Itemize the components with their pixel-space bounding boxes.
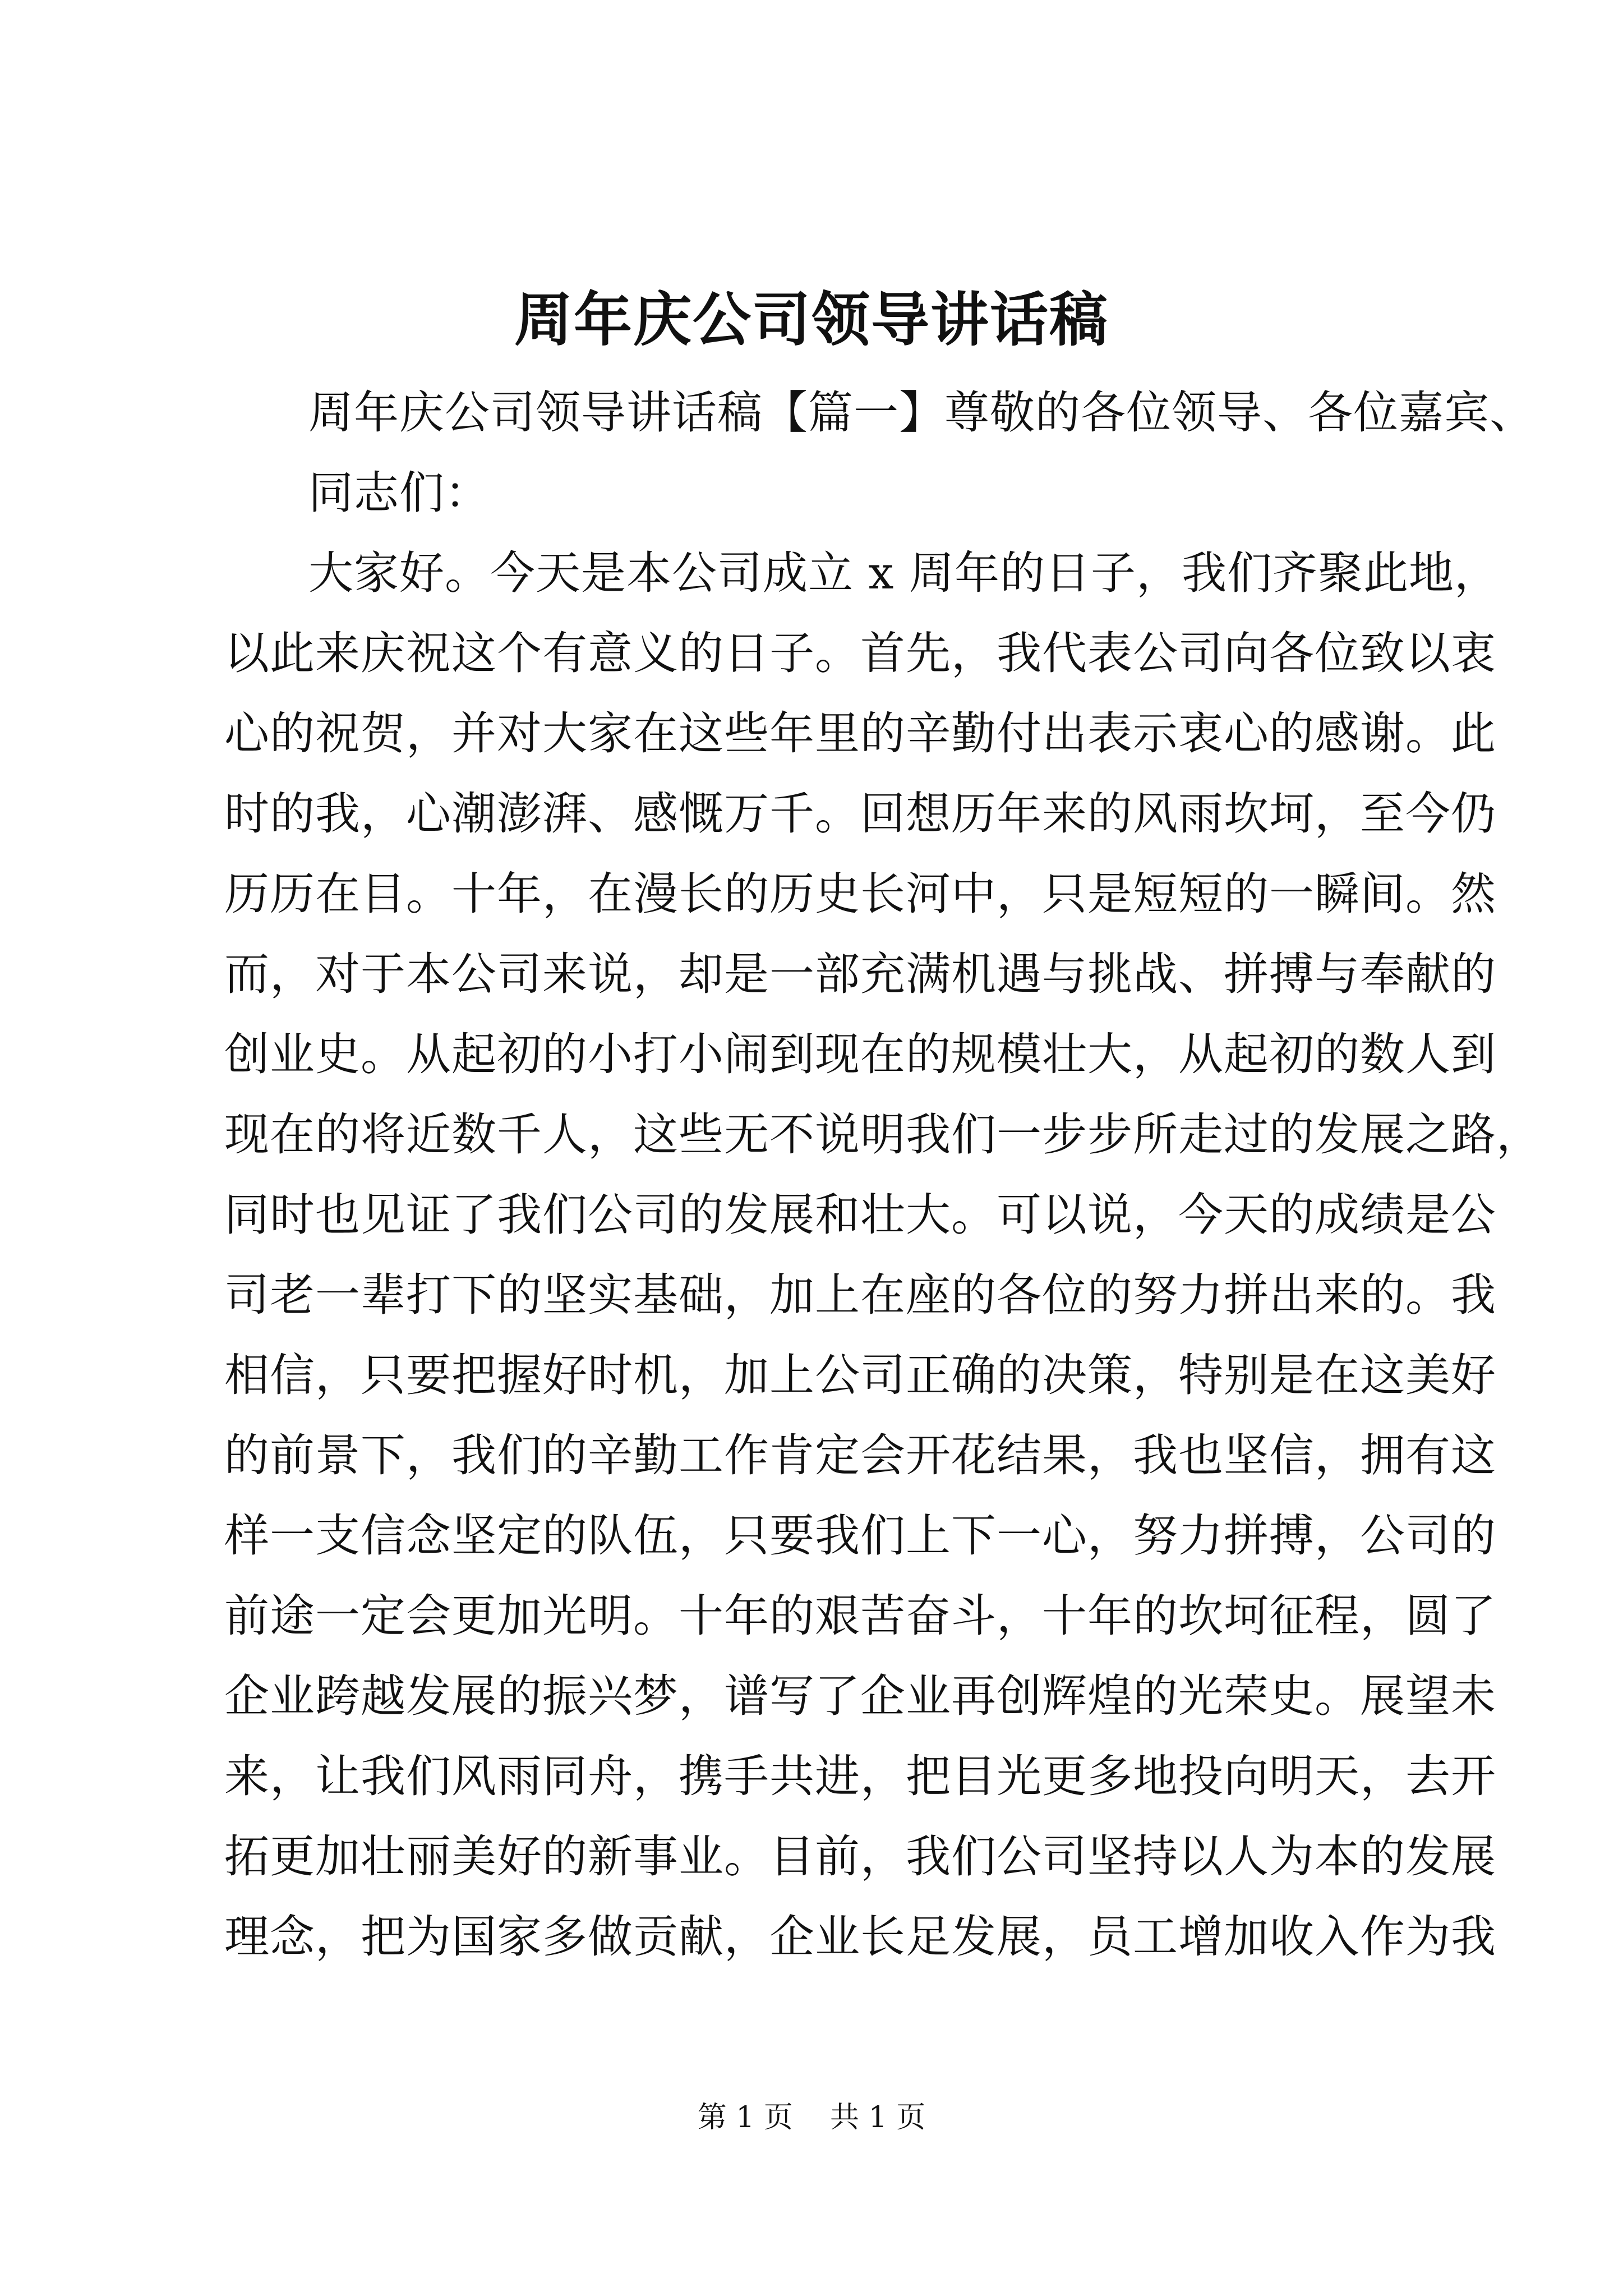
document-body — [224, 372, 1542, 1977]
body-line-12: 司老一辈打下的坚实基础，加上在座的各位的努力拼出来的。我 — [224, 1269, 1496, 1321]
body-line-13: 相信，只要把握好时机，加上公司正确的决策，特别是在这美好 — [224, 1349, 1496, 1401]
body-line-1: 周年庆公司领导讲话稿【篇一】尊敬的各位领导、各位嘉宾、 — [308, 386, 1535, 439]
body-line-5: 心的祝贺，并对大家在这些年里的辛勤付出表示衷心的感谢。此 — [224, 707, 1496, 760]
page-footer — [0, 2098, 1623, 2137]
body-line-17: 企业跨越发展的振兴梦，谱写了企业再创辉煌的光荣史。展望未 — [224, 1670, 1496, 1722]
body-line-18: 来，让我们风雨同舟，携手共进，把目光更多地投向明天，去开 — [224, 1750, 1496, 1802]
body-line-4: 以此来庆祝这个有意义的日子。首先，我代表公司向各位致以衷 — [224, 627, 1496, 679]
body-line-14: 的前景下，我们的辛勤工作肯定会开花结果，我也坚信，拥有这 — [224, 1429, 1496, 1481]
body-line-8: 而，对于本公司来说，却是一部充满机遇与挑战、拼搏与奉献的 — [224, 948, 1496, 1000]
document-title: 周年庆公司领导讲话稿 — [514, 285, 1109, 354]
page-total: 共 1 页 — [830, 2101, 926, 2134]
body-line-15: 样一支信念坚定的队伍，只要我们上下一心，努力拼搏，公司的 — [224, 1510, 1496, 1562]
body-line-16: 前途一定会更加光明。十年的艰苦奋斗，十年的坎坷征程，圆了 — [224, 1590, 1496, 1642]
body-line-10: 现在的将近数千人，这些无不说明我们一步步所走过的发展之路， — [224, 1108, 1542, 1161]
page-number: 第 1 页 — [697, 2101, 793, 2134]
body-line-19: 拓更加壮丽美好的新事业。目前，我们公司坚持以人为本的发展 — [224, 1830, 1496, 1883]
body-line-2: 同志们： — [308, 467, 490, 519]
body-line-11: 同时也见证了我们公司的发展和壮大。可以说，今天的成绩是公 — [224, 1189, 1496, 1241]
body-line-3: 大家好。今天是本公司成立 x 周年的日子，我们齐聚此地， — [308, 547, 1500, 599]
body-line-7: 历历在目。十年，在漫长的历史长河中，只是短短的一瞬间。然 — [224, 868, 1496, 920]
body-line-6: 时的我，心潮澎湃、感慨万千。回想历年来的风雨坎坷，至今仍 — [224, 788, 1496, 840]
body-line-20: 理念，把为国家多做贡献，企业长足发展，员工增加收入作为我 — [224, 1911, 1496, 1963]
page-spacer — [802, 2098, 820, 2137]
body-line-9: 创业史。从起初的小打小闹到现在的规模壮大，从起初的数人到 — [224, 1028, 1496, 1080]
